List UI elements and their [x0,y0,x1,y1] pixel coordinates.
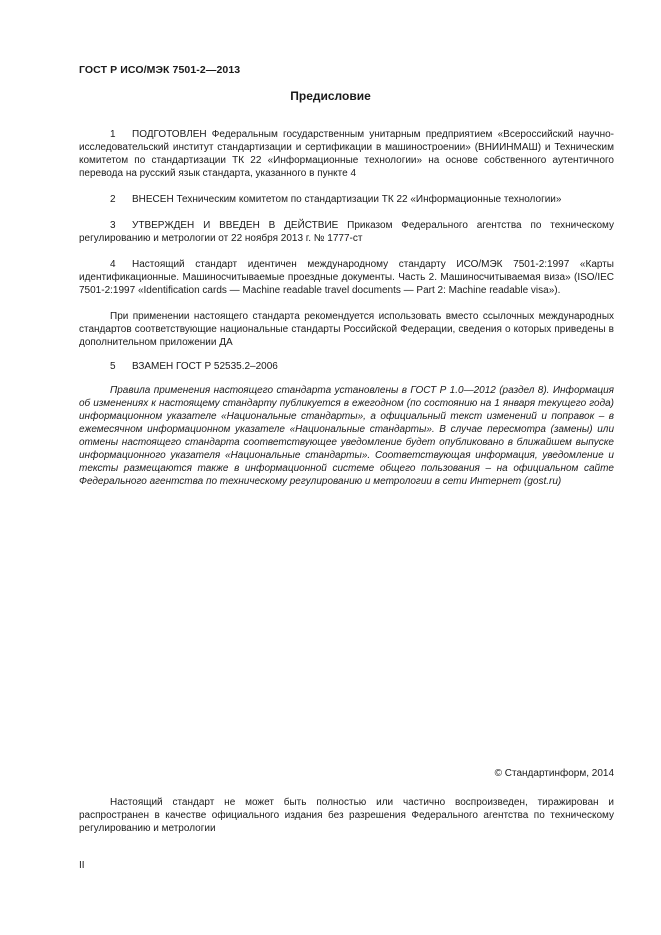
item-text: ВЗАМЕН ГОСТ Р 52535.2–2006 [132,361,278,372]
item-number: 2 [110,194,116,205]
item-note: При применении настоящего стандарта рекомендуется использовать вместо ссылочных международных стандартов соответствующие национальные стандарты Российской Федерации, сведения о которых приведены в дополнительном приложении ДА [79,311,614,348]
item-text: ВНЕСЕН Техническим комитетом по стандартизации ТК 22 «Информационные технологии» [132,194,562,205]
item-number: 3 [110,220,116,231]
page-number: II [79,860,85,871]
item-number: 1 [110,129,116,140]
rules-text: Правила применения настоящего стандарта установлены в ГОСТ Р 1.0—2012 (раздел 8). Информация об изменениях к настоящему стандарту публикуется в ежегодном (по состоянию на 1 января текущего года) информационном указателе «Национальные стандарты», а официальный текст изменений и поправок – в ежемесячном информационном указателе «Национальные стандарты». В случае пересмотра (замены) или отмены настоящего стандарта соответствующее уведомление будет опубликовано в ближайшем выпуске информационного указателя «Национальные стандарты». Соответствующая информация, уведомление и тексты размещаются также в информационной системе общего пользования – на официальном сайте Федерального агентства по техническому регулированию и метрологии в сети Интернет (gost.ru) [79,385,614,487]
foreword-item-1 [79,128,614,180]
rules-paragraph [79,384,614,488]
foreword-item-4-note [79,310,614,349]
item-text: УТВЕРЖДЕН И ВВЕДЕН В ДЕЙСТВИЕ Приказом Федерального агентства по техническому регулированию и метрологии от 22 ноября 2013 г. № 1777-ст [79,220,614,244]
item-number: 5 [110,361,116,372]
page-title: Предисловие [290,89,371,103]
foreword-item-3 [79,219,614,245]
reproduction-notice [79,796,614,835]
document-header-code: ГОСТ Р ИСО/МЭК 7501-2—2013 [79,64,241,76]
foreword-item-4 [79,258,614,297]
item-text: Настоящий стандарт идентичен международному стандарту ИСО/МЭК 7501-2:1997 «Карты идентификационные. Машиносчитываемые проездные документы. Часть 2. Машиносчитываемая виза» (ISO/IEC 7501-2:1997 «Identification cards — Machine readable travel documents — Part 2: Machine readable visa»). [79,259,614,296]
copyright-notice: © Стандартинформ, 2014 [494,768,614,779]
foreword-item-2 [79,193,614,206]
item-number: 4 [110,259,116,270]
foreword-item-5 [79,360,614,373]
reproduction-notice-text: Настоящий стандарт не может быть полностью или частично воспроизведен, тиражирован и распространен в качестве официального издания без разрешения Федерального агентства по техническому регулированию и метрологии [79,797,614,834]
item-text: ПОДГОТОВЛЕН Федеральным государственным унитарным предприятием «Всероссийский научно-исследовательский институт стандартизации и сертификации в машиностроении» (ВНИИНМАШ) и Техническим комитетом по стандартизации ТК 22 «Информационные технологии» на основе собственного аутентичного перевода на русский язык стандарта, указанного в пункте 4 [79,129,614,179]
